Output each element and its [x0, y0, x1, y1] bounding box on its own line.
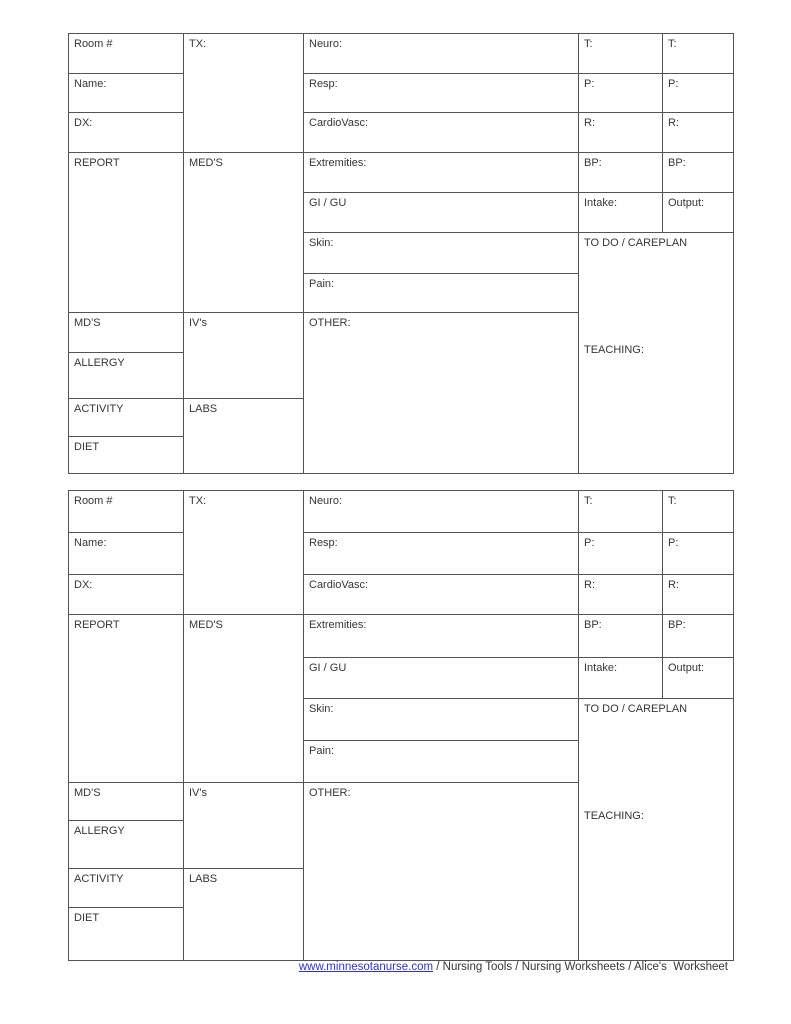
field-blood-pressure-1: [579, 615, 663, 658]
field-neuro-label: Neuro:: [309, 495, 343, 507]
field-report: [69, 615, 184, 783]
field-blood-pressure-1: [579, 153, 663, 193]
field-respiratory-label: Resp:: [309, 78, 338, 90]
patient-worksheet-2: [68, 490, 734, 961]
field-patient-name: [69, 533, 184, 575]
field-diagnosis-label: DX:: [74, 579, 93, 591]
field-skin-label: Skin:: [309, 237, 334, 249]
field-medications-label: MED'S: [189, 157, 223, 169]
field-output-label: Output:: [668, 662, 705, 674]
field-ivs: [184, 313, 304, 399]
field-temperature-1-label: T:: [584, 495, 593, 507]
field-other-label: OTHER:: [309, 317, 351, 329]
field-diet-label: DIET: [74, 441, 100, 453]
footer-link[interactable]: www.minnesotanurse.com: [298, 961, 434, 973]
field-cardiovascular: [304, 113, 579, 153]
field-medications: [184, 153, 304, 313]
field-medications-label: MED'S: [189, 619, 223, 631]
field-respiration-1-label: R:: [584, 579, 595, 591]
field-skin: [304, 233, 579, 274]
field-output-label: Output:: [668, 197, 705, 209]
field-teaching-label: TEACHING:: [584, 810, 644, 822]
field-temperature-1: [579, 34, 663, 74]
field-blood-pressure-2: [663, 153, 734, 193]
field-diagnosis-label: DX:: [74, 117, 93, 129]
field-neuro: [304, 34, 579, 74]
field-temperature-2-label: T:: [668, 38, 677, 50]
field-respiratory: [304, 74, 579, 113]
field-extremities-label: Extremities:: [309, 157, 367, 169]
field-todo-careplan: [579, 699, 734, 961]
field-labs: [184, 399, 304, 474]
field-pulse-1: [579, 533, 663, 575]
field-room-number-label: Room #: [74, 38, 113, 50]
field-pulse-1-label: P:: [584, 78, 595, 90]
field-room-number: [69, 34, 184, 74]
field-other: [304, 783, 579, 961]
field-activity-label: ACTIVITY: [74, 403, 124, 415]
field-allergy-label: ALLERGY: [74, 825, 125, 837]
field-intake: [579, 658, 663, 699]
field-todo-careplan: [579, 233, 734, 474]
field-respiratory-label: Resp:: [309, 537, 338, 549]
field-labs-label: LABS: [189, 403, 218, 415]
field-diet: [69, 437, 184, 474]
field-mds: [69, 783, 184, 821]
field-neuro-label: Neuro:: [309, 38, 343, 50]
field-respiration-2-label: R:: [668, 579, 679, 591]
field-diagnosis: [69, 575, 184, 615]
field-blood-pressure-2: [663, 615, 734, 658]
field-extremities-label: Extremities:: [309, 619, 367, 631]
field-respiratory: [304, 533, 579, 575]
field-treatments: [184, 34, 304, 153]
field-ivs-label: IV's: [189, 787, 207, 799]
field-blood-pressure-2-label: BP:: [668, 619, 686, 631]
footer-text: / Nursing Tools / Nursing Worksheets / Alice's Worksheet: [433, 961, 728, 973]
field-other-label: OTHER:: [309, 787, 351, 799]
field-gi-gu: [304, 193, 579, 233]
field-blood-pressure-1-label: BP:: [584, 157, 602, 169]
footer: [68, 960, 734, 974]
field-respiration-1: [579, 575, 663, 615]
field-labs-label: LABS: [189, 873, 218, 885]
field-temperature-2-label: T:: [668, 495, 677, 507]
field-diet: [69, 908, 184, 961]
field-report-label: REPORT: [74, 619, 120, 631]
field-cardiovascular-label: CardioVasc:: [309, 117, 369, 129]
field-pulse-2-label: P:: [668, 537, 679, 549]
field-cardiovascular: [304, 575, 579, 615]
field-activity-label: ACTIVITY: [74, 873, 124, 885]
field-room-number-label: Room #: [74, 495, 113, 507]
field-pulse-1: [579, 74, 663, 113]
field-gi-gu-label: GI / GU: [309, 662, 347, 674]
field-patient-name: [69, 74, 184, 113]
field-pain: [304, 274, 579, 313]
field-temperature-2: [663, 34, 734, 74]
field-skin: [304, 699, 579, 741]
field-temperature-1-label: T:: [584, 38, 593, 50]
field-patient-name-label: Name:: [74, 78, 107, 90]
field-report-label: REPORT: [74, 157, 120, 169]
field-mds: [69, 313, 184, 353]
field-labs: [184, 869, 304, 961]
field-extremities: [304, 615, 579, 658]
field-todo-careplan-label: TO DO / CAREPLAN: [584, 237, 688, 249]
field-gi-gu: [304, 658, 579, 699]
field-intake-label: Intake:: [584, 662, 618, 674]
field-treatments-label: TX:: [189, 38, 207, 50]
field-output: [663, 193, 734, 233]
field-allergy-label: ALLERGY: [74, 357, 125, 369]
field-activity: [69, 869, 184, 908]
field-pulse-1-label: P:: [584, 537, 595, 549]
field-temperature-2: [663, 491, 734, 533]
field-pain-label: Pain:: [309, 278, 335, 290]
field-output: [663, 658, 734, 699]
patient-worksheet-1: [68, 33, 734, 474]
field-respiration-2: [663, 575, 734, 615]
field-allergy: [69, 821, 184, 869]
field-blood-pressure-1-label: BP:: [584, 619, 602, 631]
field-respiration-2: [663, 113, 734, 153]
field-respiration-1: [579, 113, 663, 153]
field-pulse-2-label: P:: [668, 78, 679, 90]
field-teaching-label: TEACHING:: [584, 344, 644, 356]
field-ivs: [184, 783, 304, 869]
field-activity: [69, 399, 184, 437]
field-blood-pressure-2-label: BP:: [668, 157, 686, 169]
field-pain-label: Pain:: [309, 745, 335, 757]
field-pulse-2: [663, 533, 734, 575]
field-report: [69, 153, 184, 313]
field-diagnosis: [69, 113, 184, 153]
field-todo-careplan-label: TO DO / CAREPLAN: [584, 703, 688, 715]
field-pain: [304, 741, 579, 783]
field-extremities: [304, 153, 579, 193]
field-treatments-label: TX:: [189, 495, 207, 507]
field-other: [304, 313, 579, 474]
field-pulse-2: [663, 74, 734, 113]
field-mds-label: MD'S: [74, 787, 101, 799]
field-respiration-1-label: R:: [584, 117, 595, 129]
field-gi-gu-label: GI / GU: [309, 197, 347, 209]
field-mds-label: MD'S: [74, 317, 101, 329]
field-patient-name-label: Name:: [74, 537, 107, 549]
field-cardiovascular-label: CardioVasc:: [309, 579, 369, 591]
field-ivs-label: IV's: [189, 317, 207, 329]
field-neuro: [304, 491, 579, 533]
field-intake-label: Intake:: [584, 197, 618, 209]
field-medications: [184, 615, 304, 783]
field-allergy: [69, 353, 184, 399]
field-skin-label: Skin:: [309, 703, 334, 715]
field-intake: [579, 193, 663, 233]
field-respiration-2-label: R:: [668, 117, 679, 129]
field-treatments: [184, 491, 304, 615]
field-room-number: [69, 491, 184, 533]
field-temperature-1: [579, 491, 663, 533]
field-diet-label: DIET: [74, 912, 100, 924]
